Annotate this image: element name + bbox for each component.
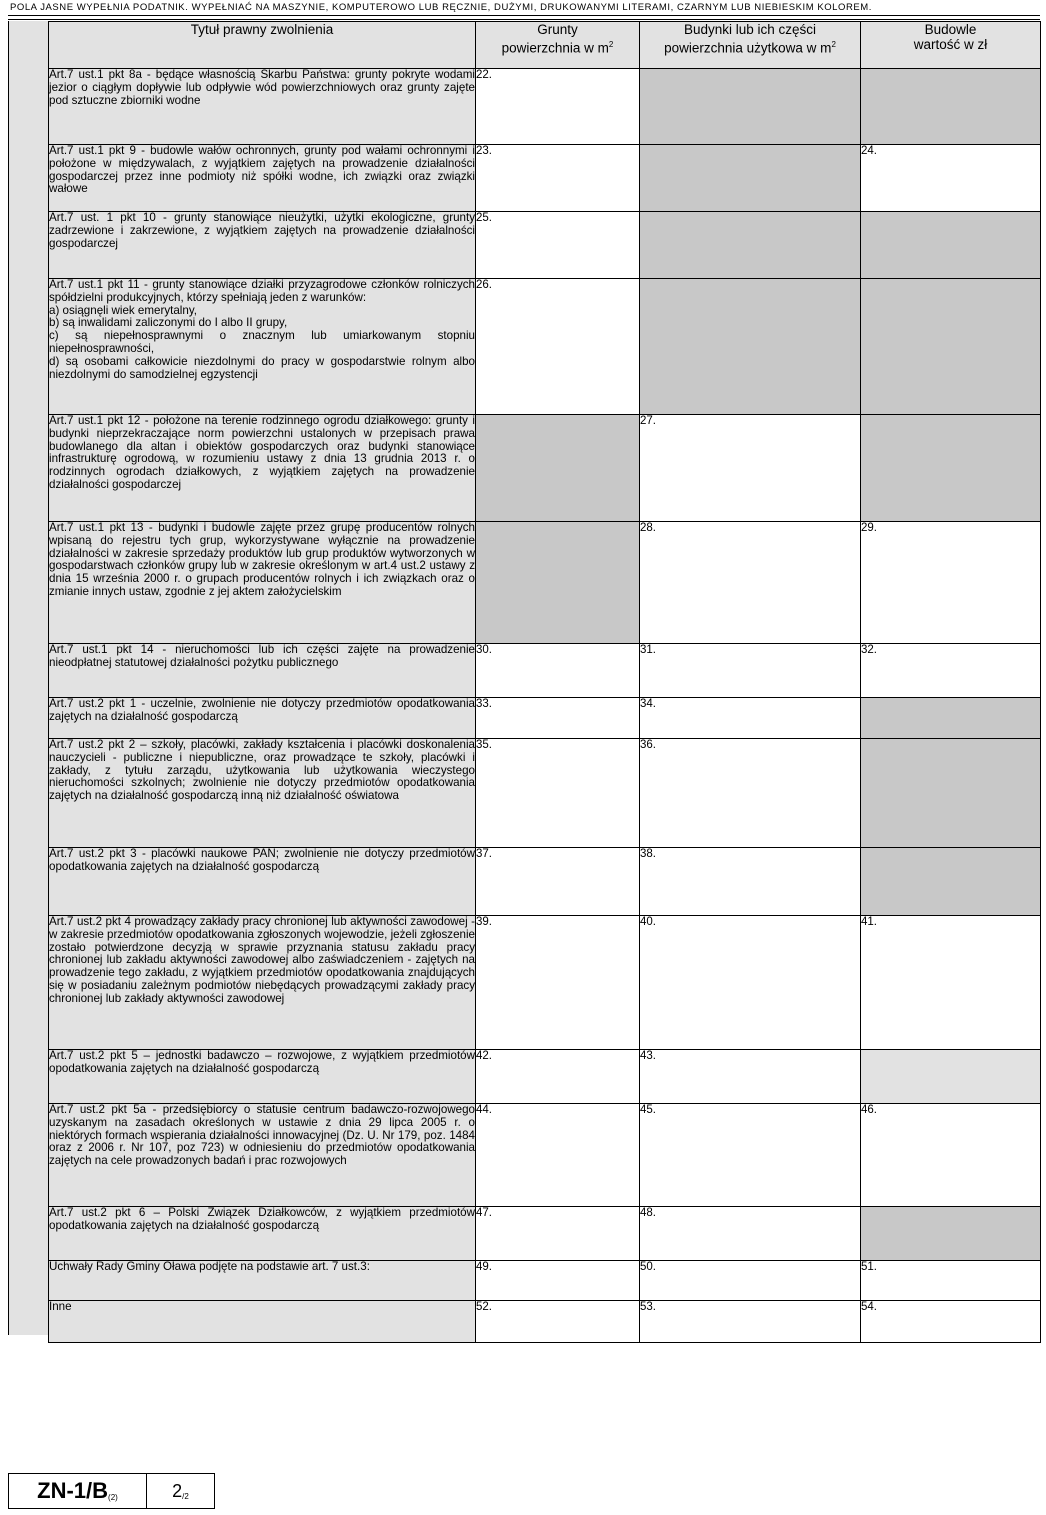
form-code: ZN-1/B (2) [9,1474,147,1508]
exemption-text-line: Art.7 ust.2 pkt 1 - uczelnie, zwolnienie nie dotyczy przedmiotów opodatkowania zajętych na działalność gospodarczą [49,697,475,723]
grunty-field[interactable] [476,1261,640,1301]
budynki-field[interactable] [640,916,861,1050]
exemption-title [49,848,476,916]
exemption-text-line: Inne [49,1300,72,1313]
budowle-field [861,1207,1041,1261]
table-row [49,415,1041,522]
field-number: 49. [476,1261,492,1273]
budowle-field [861,739,1041,848]
exemption-text-line: Art.7 ust.2 pkt 3 - placówki naukowe PAN; zwolnienie nie dotyczy przedmiotów opodatkowania zajętych na działalność gospodarczą [49,847,475,873]
banner-rule [8,15,1040,20]
header-grunty: Grunty powierzchnia w $m^2$ [476,22,640,69]
budowle-field[interactable] [861,1104,1041,1207]
budynki-field[interactable] [640,415,861,522]
field-number: 46. [861,1104,877,1116]
field-number: 31. [640,644,656,656]
exemption-text-line: Art.7 ust.1 pkt 11 - grunty stanowiące działki przyzagrodowe członków rolniczych spółdzielni produkcyjnych, którzy spełniają jeden z warunków: [49,278,475,304]
grunty-field[interactable] [476,69,640,145]
exemption-text-line: Art.7 ust.1 pkt 12 - położone na terenie rodzinnego ogrodu działkowego: grunty i budynki nieprzekraczające norm powierzchni ustalonych w przepisach prawa budowlanego dla altan i obiektów gospodarczych oraz budynki stanowiące infrastrukturę ogrodową, w rozumieniu ustawy z dnia 13 grudnia 2013 r. o rodzinnych ogrodach działkowych, z wyjątkiem zajętych na prowadzenie działalności gospodarczej [49,414,475,491]
budowle-field [861,848,1041,916]
grunty-field[interactable] [476,739,640,848]
header-title: Tytuł prawny zwolnienia [49,22,476,69]
exemption-text-line: b) są inwalidami zaliczonymi do I albo II grupy, [49,316,288,330]
exemption-title [49,69,476,145]
exemption-title [49,522,476,644]
exemption-text-line: Art.7 ust.2 pkt 6 – Polski Związek Działkowców, z wyjątkiem przedmiotów opodatkowania zajętych na działalność gospodarczą [49,1206,475,1232]
exemption-title [49,279,476,415]
table-row [49,279,1041,415]
grunty-field[interactable] [476,1104,640,1207]
field-number: 42. [476,1050,492,1062]
table-row [49,644,1041,698]
field-number: 33. [476,698,492,710]
table-row [49,698,1041,739]
exemption-text-line: Art.7 ust.1 pkt 9 - budowle wałów ochronnych, grunty pod wałami ochronnymi i położone w międzywalach, z wyjątkiem zajętych na prowadzenie działalności gospodarczej przez inne podmioty niż spółki wodne, ich związki oraz związki wałowe [49,144,475,196]
budynki-field[interactable] [640,698,861,739]
exemption-title [49,1050,476,1104]
field-number: 38. [640,848,656,860]
exemption-text-line: Art.7 ust.1 pkt 13 - budynki i budowle zajęte przez grupę producentów rolnych wpisaną do rejestru tych grup, wykorzystywane wyłącznie na prowadzenie działalności w zakresie sprzedaży produktów lub grup produktów wytworzonych w gospodarstwach członków grupy lub w zakresie określonym w art.4 ust.2 ustawy z dnia 15 września 2000 r. o grupach producentów rolnych i ich związkach oraz o zmianie innych ustaw, zgodnie z jej aktem założycielskim [49,521,475,598]
exemption-title [49,1261,476,1301]
budowle-field [861,212,1041,279]
field-number: 51. [861,1261,877,1273]
header-budowle: Budowle wartość w zł [861,22,1041,69]
exemption-title [49,415,476,522]
field-number: 25. [476,212,492,224]
exemption-text-line: c) są niepełnosprawnymi o znacznym lub umiarkowanym stopniu niepełnosprawności, [49,329,475,355]
table-row [49,916,1041,1050]
budowle-field[interactable] [861,522,1041,644]
budynki-field [640,69,861,145]
table-row [49,522,1041,644]
field-number: 53. [640,1301,656,1313]
budowle-field[interactable] [861,1050,1041,1104]
table-row [49,1207,1041,1261]
table-row [49,145,1041,212]
grunty-field [476,522,640,644]
instruction-banner: POLA JASNE WYPEŁNIA PODATNIK. WYPEŁNIAĆ NA MASZYNIE, KOMPUTEROWO LUB RĘCZNIE, DUŻYMI, DRUKOWANYMI LITERAMI, CZARNYM LUB NIEBIESKIM KOLOREM. [10,2,872,13]
budynki-field[interactable] [640,522,861,644]
grunty-field[interactable] [476,848,640,916]
field-number: 40. [640,916,656,928]
field-number: 29. [861,522,877,534]
exemption-text-line: Art.7 ust.2 pkt 2 – szkoły, placówki, zakłady kształcenia i placówki doskonalenia nauczycieli - publiczne i niepubliczne, oraz prowadzące te szkoły, placówki i zakłady, z tytułu zarządu, użytkowania lub użytkowania wieczystego nieruchomości szkolnych; zwolnienie nie dotyczy przedmiotów opodatkowania zajętych na działalność gospodarczą inną niż działalność oświatowa [49,738,475,803]
field-number: 48. [640,1207,656,1219]
budowle-field[interactable] [861,145,1041,212]
grunty-field[interactable] [476,145,640,212]
field-number: 32. [861,644,877,656]
budynki-field[interactable] [640,1301,861,1343]
exemption-title [49,739,476,848]
budowle-field [861,698,1041,739]
exemption-text-line: Art.7 ust.1 pkt 8a - będące własnością Skarbu Państwa: grunty pokryte wodami jezior o ciągłym dopływie lub odpływie wód powierzchniowych oraz grunty zajęte pod sztuczne zbiorniki wodne [49,68,475,107]
budynki-field [640,212,861,279]
exemption-text-line: Art.7 ust.2 pkt 5a - przedsiębiorcy o statusie centrum badawczo-rozwojowego uzyskanym na zasadach określonych w ustawie z dnia 29 lipca 2005 r. o niektórych formach wspierania działalności innowacyjnej (Dz. U. Nr 179, poz. 1484 oraz z 2006 r. Nr 107, poz 723) w odniesieniu do przedmiotów opodatkowania zajętych na cele prowadzonych badań i prac rozwojowych [49,1103,475,1168]
field-number: 36. [640,739,656,751]
exemption-text-line: a) osiągnęli wiek emerytalny, [49,303,197,317]
exemption-title [49,916,476,1050]
grunty-field[interactable] [476,279,640,415]
grunty-field[interactable] [476,1207,640,1261]
exemption-text-line: Uchwały Rady Gminy Oława podjęte na podstawie art. 7 ust.3: [49,1260,370,1273]
field-number: 50. [640,1261,656,1273]
budowle-field[interactable] [861,916,1041,1050]
exemption-title [49,145,476,212]
budynki-field[interactable] [640,1104,861,1207]
exemption-title [49,1104,476,1207]
exemption-table [48,21,1041,1343]
grunty-field[interactable] [476,1301,640,1343]
field-number: 44. [476,1104,492,1116]
field-number: 30. [476,644,492,656]
field-number: 24. [861,145,877,157]
page-number: 2 /2 [172,1480,189,1501]
side-strip [8,21,49,1335]
budowle-field [861,415,1041,522]
grunty-field[interactable] [476,644,640,698]
field-number: 54. [861,1301,877,1313]
field-number: 34. [640,698,656,710]
exemption-text-line: d) są osobami całkowicie niezdolnymi do pracy w gospodarstwie rolnym albo niezdolnymi do samodzielnej egzystencji [49,354,475,381]
budowle-field[interactable] [861,1261,1041,1301]
field-number: 41. [861,916,877,928]
budowle-field[interactable] [861,644,1041,698]
field-number: 47. [476,1207,492,1219]
grunty-field[interactable] [476,916,640,1050]
exemption-text-line: Art.7 ust.1 pkt 14 - nieruchomości lub ich części zajęte na prowadzenie nieodpłatnej statutowej działalności pożytku publicznego [49,643,475,669]
budynki-field[interactable] [640,1050,861,1104]
budowle-field [861,69,1041,145]
field-number: 22. [476,69,492,81]
budowle-field[interactable] [861,1301,1041,1343]
left-edge [8,21,9,1335]
form-footer [8,1473,215,1509]
budynki-field[interactable] [640,1261,861,1301]
budynki-field [640,279,861,415]
table-row [49,69,1041,145]
field-number: 28. [640,522,656,534]
table-row [49,212,1041,279]
exemption-title [49,644,476,698]
grunty-field[interactable] [476,1050,640,1104]
field-number: 43. [640,1050,656,1062]
grunty-field[interactable] [476,698,640,739]
table-row [49,1104,1041,1207]
grunty-field[interactable] [476,212,640,279]
field-number: 39. [476,916,492,928]
table-row [49,848,1041,916]
table-row [49,1050,1041,1104]
field-number: 37. [476,848,492,860]
header-budynki: Budynki lub ich części powierzchnia użytkowa w $m^2$ [640,22,861,69]
budynki-field[interactable] [640,739,861,848]
budynki-field[interactable] [640,848,861,916]
table-row [49,1301,1041,1343]
exemption-title [49,698,476,739]
exemption-text-line: Art.7 ust. 1 pkt 10 - grunty stanowiące nieużytki, użytki ekologiczne, grunty zadrzewione i zakrzewione, z wyjątkiem zajętych na prowadzenie działalności gospodarczej [49,211,475,250]
budynki-field[interactable] [640,644,861,698]
field-number: 26. [476,279,492,291]
field-number: 35. [476,739,492,751]
exemption-text-line: Art.7 ust.2 pkt 5 – jednostki badawczo – rozwojowe, z wyjątkiem przedmiotów opodatkowania zajętych na działalność gospodarczą [49,1049,475,1075]
exemption-title [49,1301,476,1343]
budowle-field [861,279,1041,415]
exemption-text-line: Art.7 ust.2 pkt 4 prowadzący zakłady pracy chronionej lub aktywności zawodowej - w zakresie przedmiotów opodatkowania zgłoszonych wojewodzie, jeżeli zgłoszenie zostało potwierdzone decyzją w sprawie przyznania statusu zakładu pracy chronionej lub zakładu aktywności zawodowej albo zaświadczeniem - zajętych na prowadzenie tego zakładu, z wyjątkiem przedmiotów opodatkowania znajdujących się w posiadaniu zależnym podmiotów niebędących prowadzącymi zakłady pracy chronionej lub zakłady aktywności zawodowej [49,915,475,1005]
table-row [49,739,1041,848]
grunty-field [476,415,640,522]
exemption-title [49,212,476,279]
header-row [49,22,1041,69]
field-number: 52. [476,1301,492,1313]
table-row [49,1261,1041,1301]
field-number: 27. [640,415,656,427]
field-number: 23. [476,145,492,157]
exemption-title [49,1207,476,1261]
field-number: 45. [640,1104,656,1116]
budynki-field[interactable] [640,1207,861,1261]
budynki-field [640,145,861,212]
